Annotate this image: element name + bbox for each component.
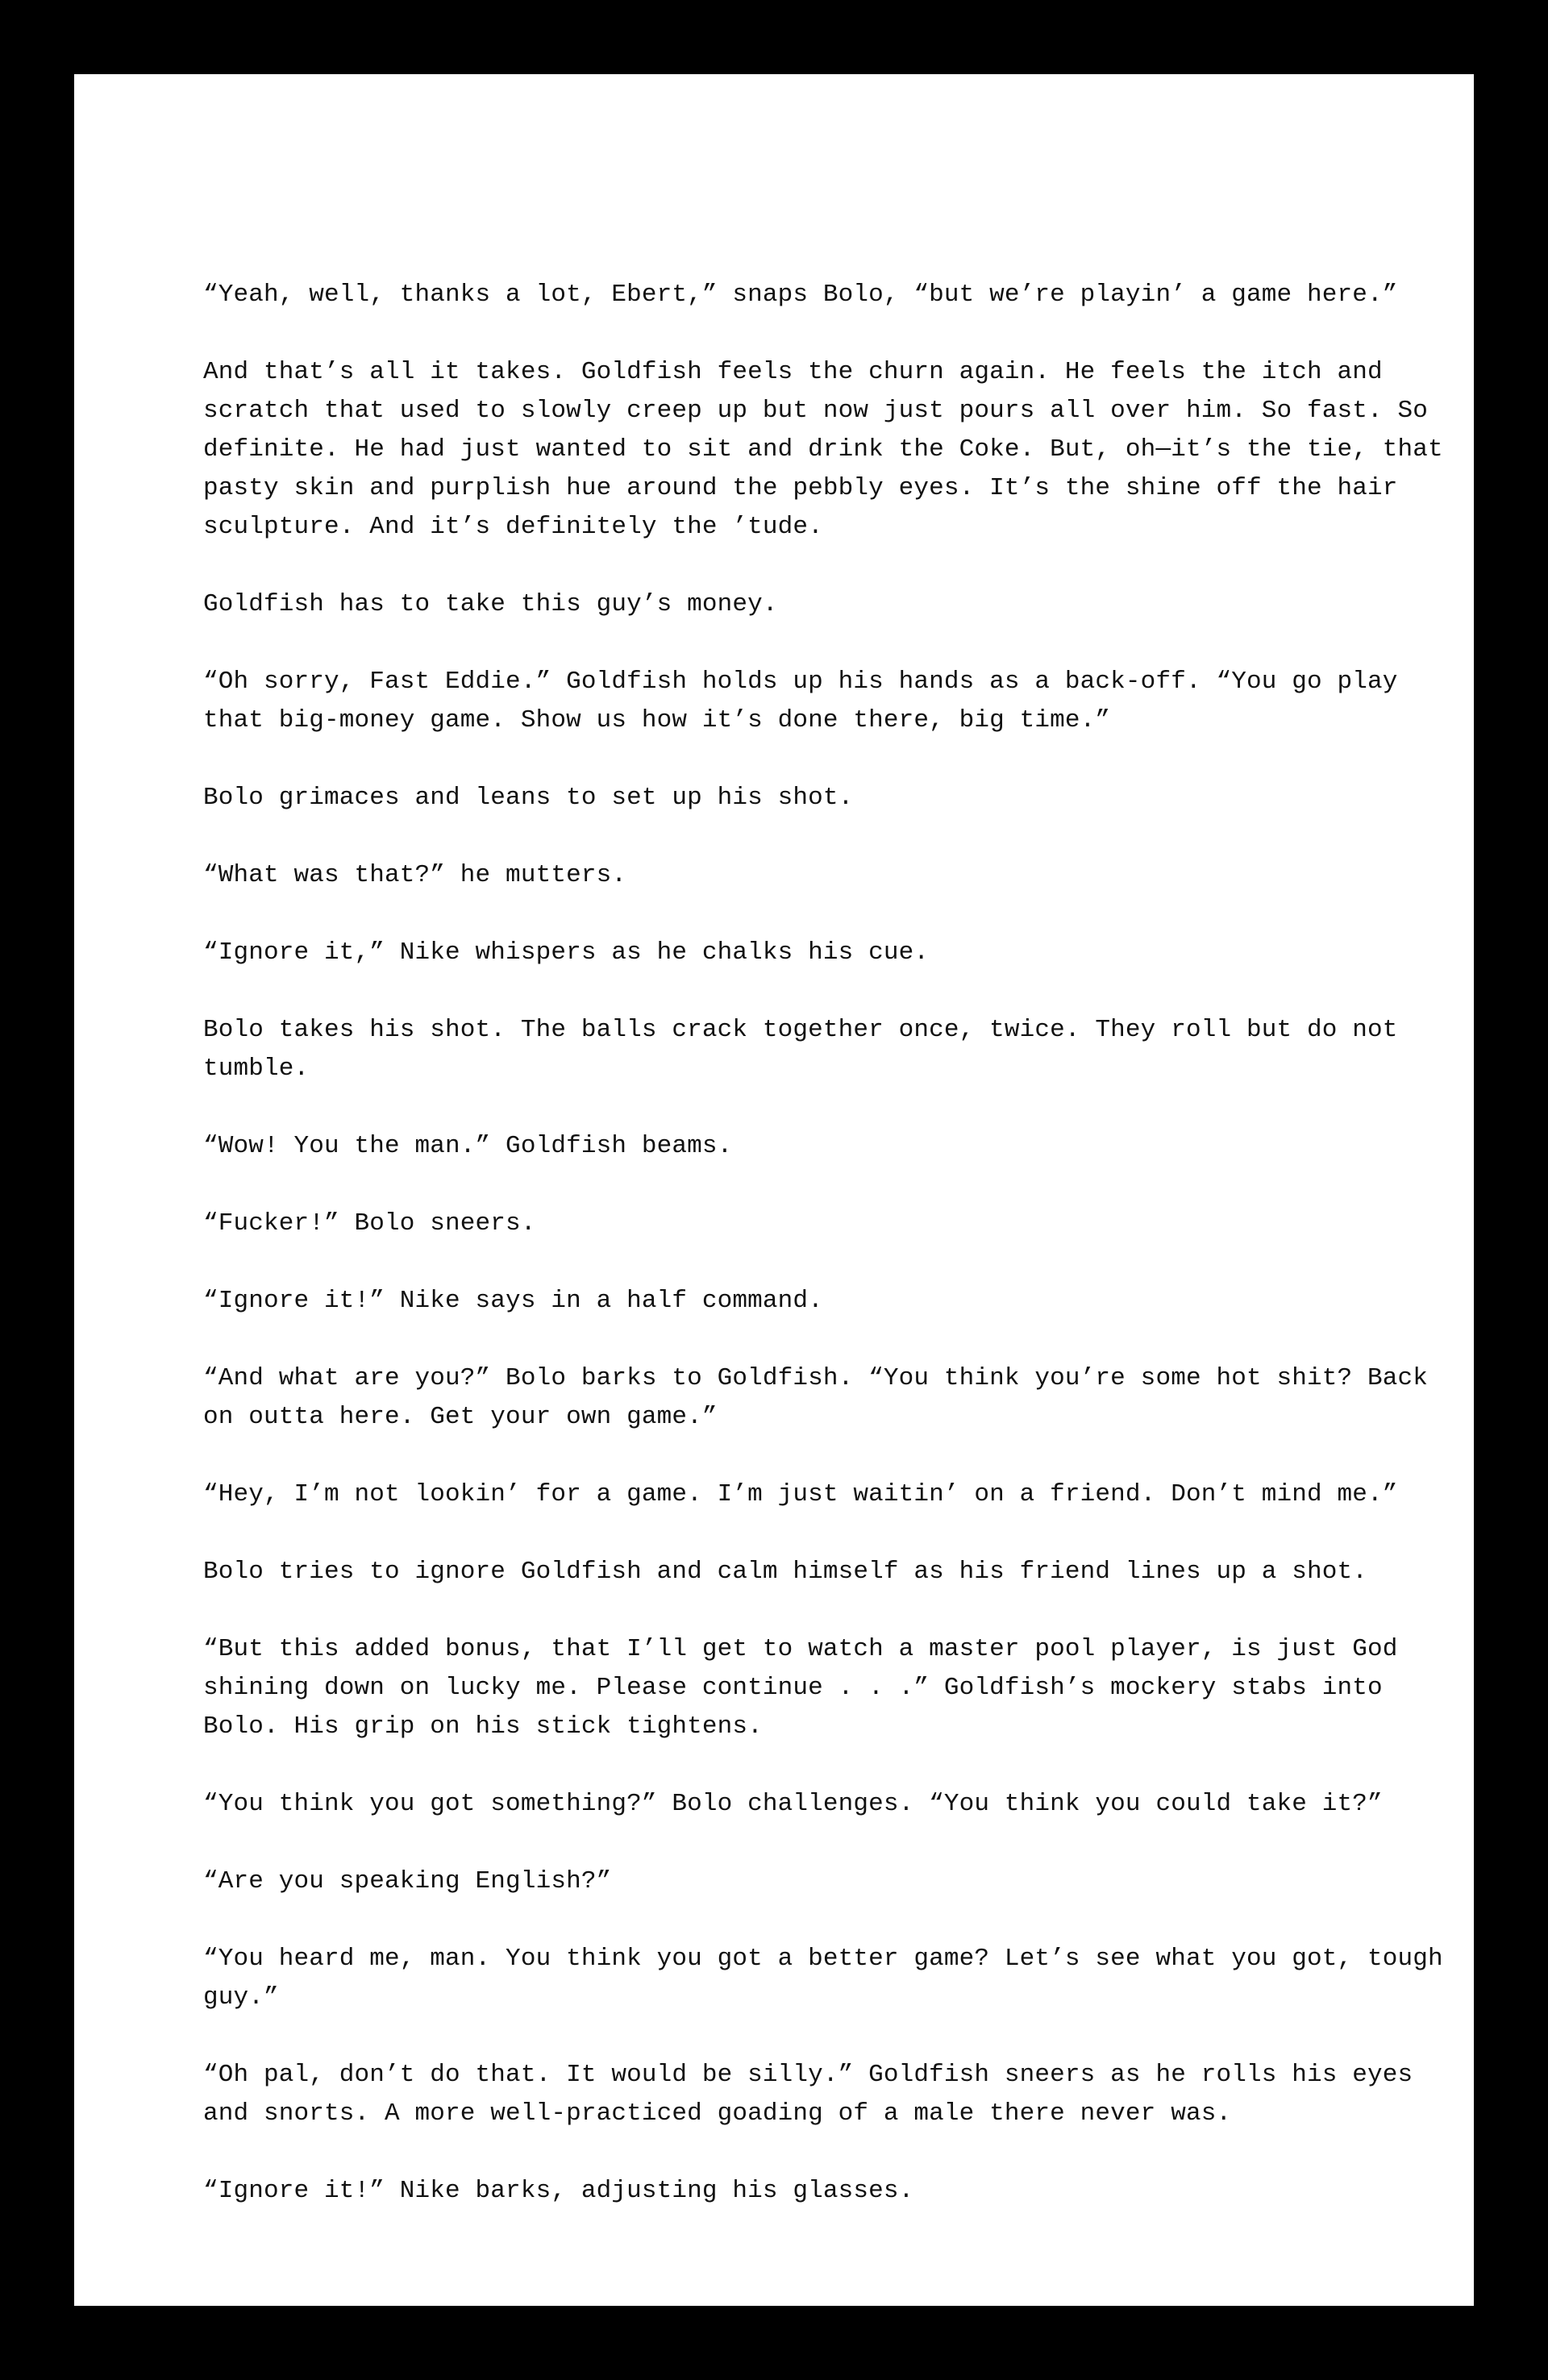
manuscript-page (74, 74, 1474, 2306)
paragraph: “Are you speaking English?” (203, 1867, 612, 1895)
paragraph: “Ignore it,” Nike whispers as he chalks his cue. (203, 938, 930, 967)
paragraph: Bolo tries to ignore Goldfish and calm himself as his friend lines up a shot. (203, 1558, 1367, 1586)
paragraph: Bolo grimaces and leans to set up his shot. (203, 784, 854, 812)
paragraph: “Oh pal, don’t do that. It would be silly.” Goldfish sneers as he rolls his eyes and snorts. A more well-practiced goading of a male there never was. (203, 2061, 1429, 2128)
paragraph: “Wow! You the man.” Goldfish beams. (203, 1132, 733, 1160)
paragraph: “Hey, I’m not lookin’ for a game. I’m just waitin’ on a friend. Don’t mind me.” (203, 1480, 1398, 1508)
paragraph: “Ignore it!” Nike says in a half command. (203, 1287, 823, 1315)
paragraph: “Oh sorry, Fast Eddie.” Goldfish holds up his hands as a back-off. “You go play that big-money game. Show us how it’s done there, big time.” (203, 668, 1413, 734)
paragraph: “Fucker!” Bolo sneers. (203, 1209, 536, 1238)
paragraph: “And what are you?” Bolo barks to Goldfish. “You think you’re some hot shit? Back on outta here. Get your own game.” (203, 1364, 1443, 1431)
page-text (203, 276, 1459, 2249)
paragraph: “Yeah, well, thanks a lot, Ebert,” snaps Bolo, “but we’re playin’ a game here.” (203, 281, 1398, 309)
paragraph: “What was that?” he mutters. (203, 861, 627, 889)
paragraph: Bolo takes his shot. The balls crack together once, twice. They roll but do not tumble. (203, 1016, 1413, 1083)
paragraph: “You heard me, man. You think you got a better game? Let’s see what you got, tough guy.” (203, 1945, 1459, 2012)
paragraph: And that’s all it takes. Goldfish feels the churn again. He feels the itch and scratch that used to slowly creep up but now just pours all over him. So fast. So definite. He had just wanted to sit and drink the Coke. But, oh—it’s the tie, that pasty skin and purplish hue around the pebbly eyes. It’s the shine off the hair sculpture. And it’s definitely the ’tude. (203, 358, 1459, 541)
paragraph: “Ignore it!” Nike barks, adjusting his glasses. (203, 2177, 914, 2205)
paragraph: “But this added bonus, that I’ll get to watch a master pool player, is just God shining down on lucky me. Please continue . . .” Goldfish’s mockery stabs into Bolo. His grip on his stick tightens. (203, 1635, 1413, 1741)
paragraph: “You think you got something?” Bolo challenges. “You think you could take it?” (203, 1790, 1383, 1818)
paragraph: Goldfish has to take this guy’s money. (203, 590, 778, 618)
